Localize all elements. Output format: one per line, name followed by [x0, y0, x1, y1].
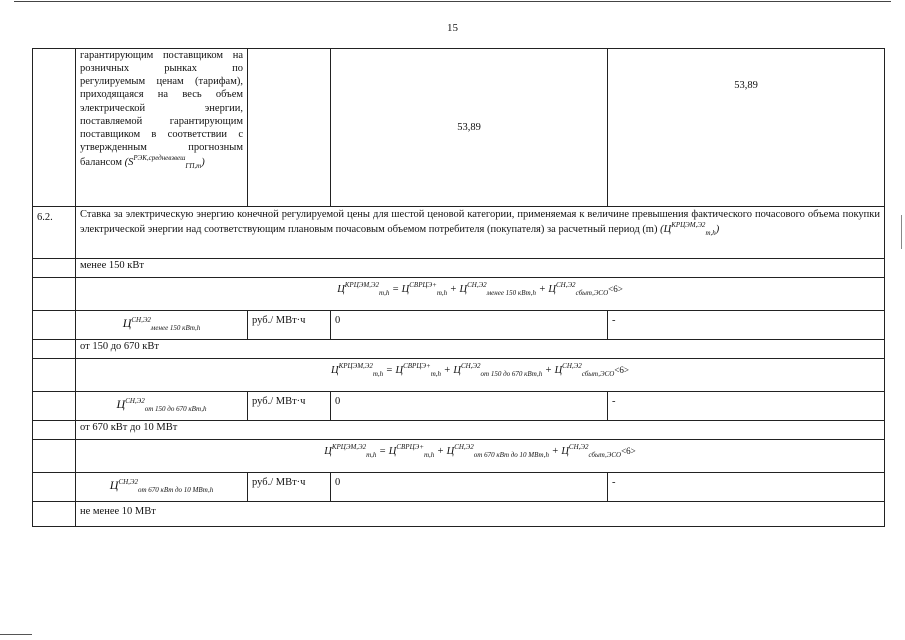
table-row	[33, 311, 885, 340]
component-symbol: $Ц^{СН,Э2}_{менее 150 кВт,h}$	[122, 316, 201, 332]
unit-cell	[248, 49, 331, 207]
page-number: 15	[447, 22, 458, 34]
formula-cell	[76, 359, 885, 392]
row-number-cell	[33, 340, 76, 359]
table-row	[33, 502, 885, 527]
top-border-line	[14, 1, 891, 2]
row-number-cell	[33, 421, 76, 440]
component-symbol-cell	[76, 392, 248, 421]
value-2: 53,89	[734, 80, 758, 91]
row-number-cell	[33, 49, 76, 207]
table-row	[33, 473, 885, 502]
balance-symbol: $(S^{РЭК,средневзвеш}_{ГП,m})$	[124, 154, 205, 170]
table-row	[33, 207, 885, 259]
table-row	[33, 359, 885, 392]
dash-cell: -	[608, 311, 885, 340]
group-heading: от 150 до 670 кВт	[76, 340, 885, 359]
row-number-cell	[33, 502, 76, 527]
formula: $Ц^{КРЦЭМ,Э2}_{m,h} = Ц^{СВРЦЭ+}_{m,h} + Ц^{СН,Э2}_{менее 150 кВт,h} + Ц^{СН,Э2}_{сбыт,ЭСО}<6>$	[337, 281, 623, 297]
value-cell-2	[608, 49, 885, 207]
section-symbol: $(Ц^{КРЦЭМ,Э2}_{m,h})$	[660, 221, 720, 238]
value-cell: 0	[331, 311, 608, 340]
formula: $Ц^{КРЦЭМ,Э2}_{m,h} = Ц^{СВРЦЭ+}_{m,h} + Ц^{СН,Э2}_{от 150 до 670 кВт,h} + Ц^{СН,Э2}_{сбыт,ЭСО}<6>$	[331, 362, 629, 378]
section-number: 6.2.	[33, 207, 76, 259]
component-symbol: $Ц^{СН,Э2}_{от 150 до 670 кВт,h}$	[116, 397, 207, 413]
value-cell: 0	[331, 392, 608, 421]
description-text: гарантирующим поставщиком на розничных рынках по регулируемым ценам (тарифам), приходящаяся на весь объем электрической энергии, поставляемой гарантирующим поставщиком в соответствии с утвержденным прогнозным балансом	[80, 50, 243, 168]
formula: $Ц^{КРЦЭМ,Э2}_{m,h} = Ц^{СВРЦЭ+}_{m,h} + Ц^{СН,Э2}_{от 670 кВт до 10 МВт,h} + Ц^{СН,Э2}_{сбыт,ЭСО}<6>$	[324, 443, 636, 459]
table-row	[33, 421, 885, 440]
unit-cell: руб./ МВт·ч	[248, 392, 331, 421]
unit-cell: руб./ МВт·ч	[248, 311, 331, 340]
value-cell-1	[331, 49, 608, 207]
unit-cell: руб./ МВт·ч	[248, 473, 331, 502]
table-row	[33, 392, 885, 421]
section-description-text: Ставка за электрическую энергию конечной регулируемой цены для шестой ценовой категории, применяемая к величине превышения фактического почасового объема покупки электрической энергии над соответствующим плановым почасовым объемом потребителя (покупателя) за расчетный период (m)	[80, 209, 880, 236]
bottom-edge-mark	[0, 634, 32, 635]
table-row	[33, 49, 885, 207]
component-symbol-cell	[76, 473, 248, 502]
value-cell: 0	[331, 473, 608, 502]
table-row	[33, 340, 885, 359]
section-description-cell	[76, 207, 885, 259]
group-heading: менее 150 кВт	[76, 259, 885, 278]
row-number-cell	[33, 359, 76, 392]
description-cell	[76, 49, 248, 207]
value-1: 53,89	[457, 121, 481, 133]
row-number-cell	[33, 392, 76, 421]
table-row	[33, 259, 885, 278]
component-symbol: $Ц^{СН,Э2}_{от 670 кВт до 10 МВт,h}$	[109, 478, 214, 494]
group-heading: от 670 кВт до 10 МВт	[76, 421, 885, 440]
formula-cell	[76, 278, 885, 311]
table-row	[33, 278, 885, 311]
row-number-cell	[33, 473, 76, 502]
row-number-cell	[33, 440, 76, 473]
table-row	[33, 440, 885, 473]
row-number-cell	[33, 278, 76, 311]
tariff-table	[32, 48, 885, 527]
component-symbol-cell	[76, 311, 248, 340]
row-number-cell	[33, 259, 76, 278]
row-number-cell	[33, 311, 76, 340]
dash-cell: -	[608, 392, 885, 421]
scan-edge-mark	[901, 215, 902, 249]
dash-cell: -	[608, 473, 885, 502]
formula-cell	[76, 440, 885, 473]
group-heading: не менее 10 МВт	[76, 502, 885, 527]
